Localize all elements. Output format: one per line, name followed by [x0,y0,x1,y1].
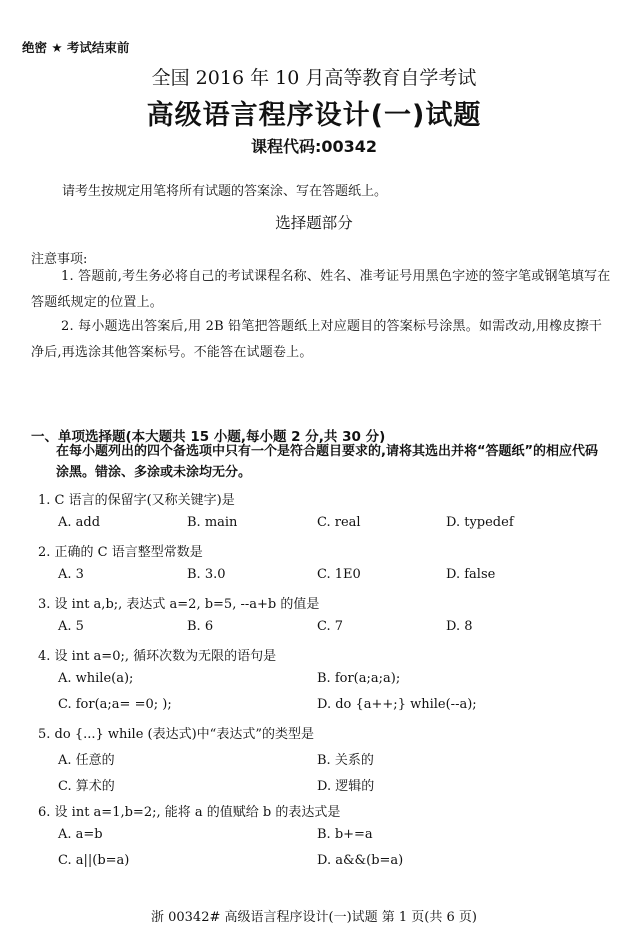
question-stem: 5. do {...} while (表达式)中“表达式”的类型是 [38,727,314,742]
question-option: A. add [58,515,101,530]
question-option: D. 8 [446,619,473,634]
question-option: D. false [446,567,496,582]
question-stem: 4. 设 int a=0;, 循环次数为无限的语句是 [38,649,277,664]
question-option: B. 6 [187,619,214,634]
note-item-2: 2. 每小题选出答案后,用 2B 铅笔把答题纸上对应题目的答案标号涂黑。如需改动,用橡皮擦干净后,再选涂其他答案标号。不能答在试题卷上。 [31,319,603,360]
question-option: B. 3.0 [187,567,226,582]
part-description: 在每小题列出的四个备选项中只有一个是符合题目要求的,请将其选出并将“答题纸”的相应代码涂黑。错涂、多涂或未涂均无分。 [56,444,599,480]
question-option: B. for(a;a;a); [317,671,401,686]
question-option: C. real [317,515,361,530]
question-option: C. 7 [317,619,344,634]
section-heading: 选择题部分 [275,214,353,232]
course-code: 课程代码:00342 [250,137,378,156]
question-option: D. typedef [446,515,514,530]
question-option: B. main [187,515,238,530]
note-item-1: 1. 答题前,考生务必将自己的考试课程名称、姓名、准考证号用黑色字迹的签字笔或钢笔填写在答题纸规定的位置上。 [31,269,611,310]
secret-label: 绝密 ★ 考试结束前 [22,40,130,55]
question-option: A. 5 [58,619,84,634]
question-stem: 3. 设 int a,b;, 表达式 a=2, b=5, --a+b 的值是 [38,597,320,612]
question-stem: 2. 正确的 C 语言整型常数是 [38,545,203,560]
question-option: C. 1E0 [317,567,361,582]
question-option: C. for(a;a= =0; ); [58,697,172,712]
question-option: D. a&&(b=a) [317,853,404,868]
question-option: B. 关系的 [317,753,374,768]
question-option: B. b+=a [317,827,373,842]
question-option: D. 逻辑的 [317,779,375,794]
paper-title: 高级语言程序设计(一)试题 [146,100,482,131]
answer-instruction: 请考生按规定用笔将所有试题的答案涂、写在答题纸上。 [62,184,388,199]
question-option: A. 任意的 [58,753,115,768]
question-stem: 1. C 语言的保留字(又称关键字)是 [38,493,235,508]
page-footer: 浙 00342# 高级语言程序设计(一)试题 第 1 页(共 6 页) [150,910,477,925]
question-option: A. a=b [58,827,103,842]
part-heading: 一、单项选择题(本大题共 15 小题,每小题 2 分,共 30 分) [31,429,386,445]
notes-title: 注意事项: [31,252,88,267]
question-option: C. a||(b=a) [58,853,130,868]
exam-title: 全国 2016 年 10 月高等教育自学考试 [151,67,477,89]
question-stem: 6. 设 int a=1,b=2;, 能将 a 的值赋给 b 的表达式是 [38,805,341,820]
question-option: D. do {a++;} while(--a); [317,697,477,712]
question-option: A. while(a); [58,671,134,686]
question-option: C. 算术的 [58,779,115,794]
question-option: A. 3 [58,567,84,582]
